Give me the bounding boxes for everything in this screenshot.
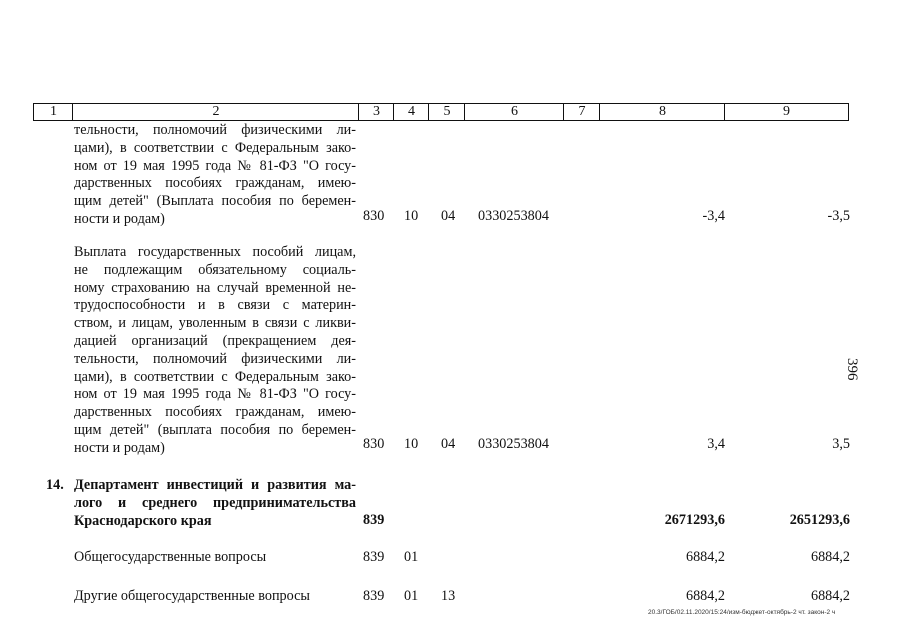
header-cell-6: 6 xyxy=(464,103,564,121)
description-line: ности и родам) xyxy=(74,210,165,227)
table-row-description xyxy=(74,588,356,606)
cell-section: 10 xyxy=(404,208,419,224)
footer-text: 20.3/ГОБ/02.11.2020/15:24/изм-бюджет-октябрь-2 чт. закон-2 ч xyxy=(648,609,836,616)
description-line: ством, и лицам, уволенным в связи с ликви- xyxy=(74,315,356,332)
description-line: цами), в соответствии с Федеральным зако- xyxy=(74,139,356,156)
header-cell-5: 5 xyxy=(428,103,465,121)
cell-amount-year1: 2671293,6 xyxy=(664,512,725,528)
description-line: ному страхованию на случай временной не- xyxy=(74,279,356,296)
cell-ministry-code: 839 xyxy=(363,512,385,528)
cell-section: 01 xyxy=(404,588,419,604)
header-cell-2: 2 xyxy=(72,103,359,121)
description-line: дарственных пособиях гражданам, имею- xyxy=(74,175,356,192)
cell-amount-year2: 6884,2 xyxy=(810,588,850,604)
description-line: Краснодарского края xyxy=(74,512,212,529)
cell-amount-year2: 3,5 xyxy=(832,436,850,452)
cell-target-article: 0330253804 xyxy=(478,208,549,224)
page-number: 396 xyxy=(844,358,860,381)
description-line: цами), в соответствии с Федеральным зако- xyxy=(74,368,356,385)
description-line: Департамент инвестиций и развития ма- xyxy=(74,477,356,493)
cell-amount-year2: -3,5 xyxy=(827,208,850,224)
description-line: не подлежащим обязательному социаль- xyxy=(74,261,356,278)
description-line: щим детей" (Выплата пособия по беремен- xyxy=(74,193,356,210)
table-row-description xyxy=(74,477,356,530)
table-row-description xyxy=(74,122,356,229)
description-line: ном от 19 мая 1995 года № 81-ФЗ "О госу- xyxy=(74,386,356,403)
cell-ministry-code: 830 xyxy=(363,208,385,224)
cell-subsection: 13 xyxy=(441,588,456,604)
cell-subsection: 04 xyxy=(441,208,456,224)
cell-ministry-code: 839 xyxy=(363,549,385,565)
description-line: Общегосударственные вопросы xyxy=(74,549,267,565)
description-line: Выплата государственных пособий лицам, xyxy=(74,244,356,260)
table-row-description xyxy=(74,549,356,567)
cell-amount-year1: -3,4 xyxy=(702,208,725,224)
description-line: тельности, полномочий физическими ли- xyxy=(74,350,356,367)
description-line: щим детей" (выплата пособия по беремен- xyxy=(74,421,356,438)
header-cell-1: 1 xyxy=(33,103,73,121)
cell-amount-year1: 3,4 xyxy=(707,436,725,452)
description-line: трудоспособности и в связи с материн- xyxy=(74,297,356,314)
cell-ministry-code: 830 xyxy=(363,436,385,452)
cell-amount-year2: 6884,2 xyxy=(810,549,850,565)
table-row-description xyxy=(74,244,356,458)
header-cell-9: 9 xyxy=(724,103,849,121)
cell-section: 10 xyxy=(404,436,419,452)
header-cell-4: 4 xyxy=(393,103,429,121)
cell-subsection: 04 xyxy=(441,436,456,452)
description-line: дарственных пособиях гражданам, имею- xyxy=(74,404,356,421)
header-cell-3: 3 xyxy=(358,103,394,121)
description-line: Другие общегосударственные вопросы xyxy=(74,588,310,604)
cell-amount-year1: 6884,2 xyxy=(685,549,725,565)
cell-ministry-code: 839 xyxy=(363,588,385,604)
cell-amount-year1: 6884,2 xyxy=(685,588,725,604)
cell-amount-year2: 2651293,6 xyxy=(789,512,850,528)
description-line: дацией организаций (прекращением дея- xyxy=(74,332,356,349)
description-line: ности и родам) xyxy=(74,439,165,456)
cell-section: 01 xyxy=(404,549,419,565)
header-cell-7: 7 xyxy=(563,103,600,121)
description-line: лого и среднего предпринимательства xyxy=(74,494,356,511)
description-line: тельности, полномочий физическими ли- xyxy=(74,122,356,138)
header-cell-8: 8 xyxy=(599,103,725,121)
row-number: 14. xyxy=(46,477,64,493)
description-line: ном от 19 мая 1995 года № 81-ФЗ "О госу- xyxy=(74,157,356,174)
cell-target-article: 0330253804 xyxy=(478,436,549,452)
